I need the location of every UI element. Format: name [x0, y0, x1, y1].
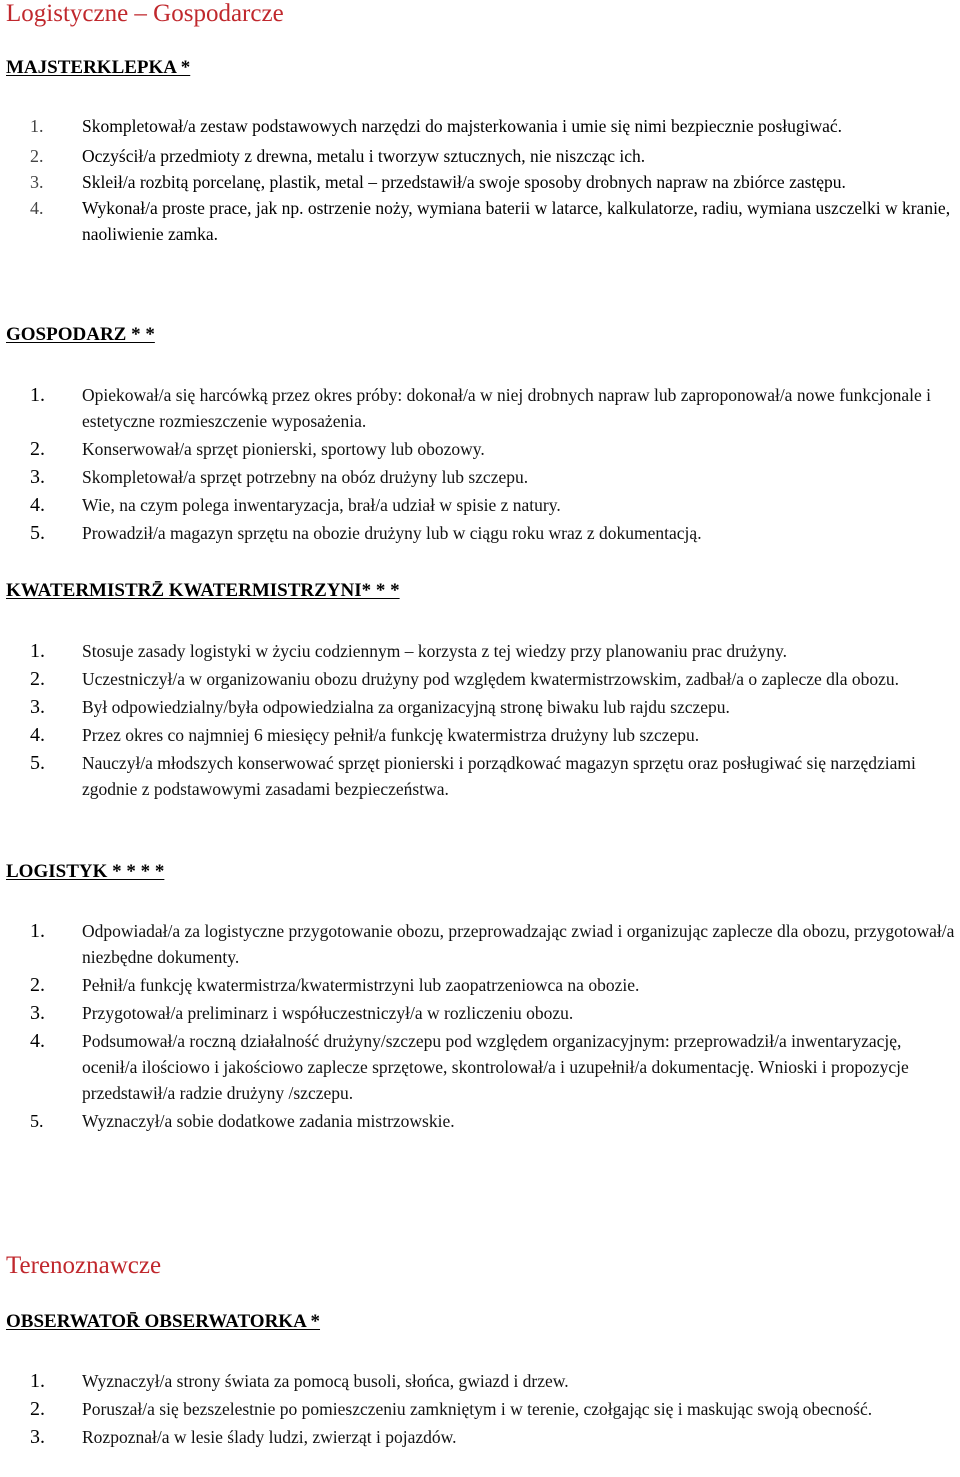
- item-number: 4.: [30, 494, 45, 516]
- item-number: 3.: [30, 466, 45, 488]
- list-item: [0, 1028, 960, 1106]
- list-item: [0, 464, 960, 490]
- list-item: [0, 666, 960, 692]
- requirements-list-logistyk: [0, 918, 960, 1136]
- item-text: Prowadził/a magazyn sprzętu na obozie drużyny lub w ciągu roku wraz z dokumentacją.: [82, 523, 702, 543]
- item-text: Wyznaczył/a strony świata za pomocą busoli, słońca, gwiazd i drzew.: [82, 1371, 569, 1391]
- list-item: [0, 520, 960, 546]
- list-item: [0, 382, 960, 434]
- item-number: 4.: [30, 1030, 45, 1052]
- item-text: Wie, na czym polega inwentaryzacja, brał/a udział w spisie z natury.: [82, 495, 561, 515]
- item-text: Wyznaczył/a sobie dodatkowe zadania mistrzowskie.: [82, 1111, 455, 1131]
- list-item: [0, 169, 960, 195]
- item-number: 5.: [30, 522, 45, 544]
- item-text: Podsumował/a roczną działalność drużyny/szczepu pod względem organizacyjnym: przeprowadził/a inwentaryzację, ocenił/a ilościowo i jakościowo zaplecze sprzętowe, skontrolował/a i uzupełnił/a dokumentację. Wnioski i propozycje przedstawił/a radzie drużyny /szczepu.: [82, 1031, 909, 1103]
- item-number: 1.: [30, 116, 44, 136]
- item-number: 1.: [30, 640, 45, 662]
- list-item: [0, 143, 960, 169]
- item-text: Konserwował/a sprzęt pionierski, sportowy lub obozowy.: [82, 439, 485, 459]
- section-title-obserwator: OBSERWATOR̄ OBSERWATORKA *: [6, 1311, 321, 1332]
- item-text: Przygotował/a preliminarz i współuczestniczył/a w rozliczeniu obozu.: [82, 1003, 574, 1023]
- category-heading-terenoznawcze: Terenoznawcze: [6, 1252, 162, 1279]
- list-item: [0, 750, 960, 802]
- section-title-gospodarz: GOSPODARZ * *: [6, 324, 155, 345]
- list-item: [0, 722, 960, 748]
- item-text: Skompletował/a sprzęt potrzebny na obóz drużyny lub szczepu.: [82, 467, 529, 487]
- item-number: 4.: [30, 724, 45, 746]
- item-text: Skompletował/a zestaw podstawowych narzędzi do majsterkowania i umie się nimi bezpiecznie posługiwać.: [82, 116, 843, 136]
- list-item: [0, 1108, 960, 1134]
- item-text: Rozpoznał/a w lesie ślady ludzi, zwierząt i pojazdów.: [82, 1427, 457, 1447]
- item-number: 2.: [30, 668, 45, 690]
- list-item: [0, 1368, 960, 1394]
- item-number: 2.: [30, 974, 45, 996]
- item-text: Wykonał/a proste prace, jak np. ostrzenie noży, wymiana baterii w latarce, kalkulatorze, radiu, wymiana uszczelki w kranie, naoliwienie zamka.: [82, 198, 951, 244]
- requirements-list-majsterklepka: [0, 113, 960, 248]
- item-number: 3.: [30, 696, 45, 718]
- list-item: [0, 1424, 960, 1450]
- item-text: Przez okres co najmniej 6 miesięcy pełnił/a funkcję kwatermistrza drużyny lub szczepu.: [82, 725, 700, 745]
- item-number: 2.: [30, 1398, 45, 1420]
- item-text: Nauczył/a młodszych konserwować sprzęt pionierski i porządkować magazyn sprzętu oraz posługiwać się narzędziami zgodnie z podstawowymi zasadami bezpieczeństwa.: [82, 753, 916, 799]
- section-title-majsterklepka: MAJSTERKLEPKA *: [6, 57, 191, 78]
- list-item: [0, 436, 960, 462]
- item-number: 2.: [30, 146, 44, 166]
- item-text: Stosuje zasady logistyki w życiu codziennym – korzysta z tej wiedzy przy planowaniu prac drużyny.: [82, 641, 787, 661]
- item-number: 1.: [30, 1370, 45, 1392]
- item-text: Był odpowiedzialny/była odpowiedzialna za organizacyjną stronę biwaku lub rajdu szczepu.: [82, 697, 730, 717]
- list-item: [0, 694, 960, 720]
- list-item: [0, 638, 960, 664]
- list-item: [0, 918, 960, 970]
- item-text: Odpowiadał/a za logistyczne przygotowanie obozu, przeprowadzając zwiad i organizując zaplecze dla obozu, przygotował/a niezbędne dokumenty.: [82, 921, 955, 967]
- item-number: 5.: [30, 752, 45, 774]
- item-text: Oczyścił/a przedmioty z drewna, metalu i tworzyw sztucznych, nie niszcząc ich.: [82, 146, 646, 166]
- requirements-list-kwatermistrz: [0, 638, 960, 804]
- item-number: 1.: [30, 920, 45, 942]
- list-item: [0, 1396, 960, 1422]
- item-number: 3.: [30, 1002, 45, 1024]
- list-item: [0, 972, 960, 998]
- item-number: 3.: [30, 172, 44, 192]
- item-text: Poruszał/a się bezszelestnie po pomieszczeniu zamkniętym i w terenie, czołgając się i maskując swoją obecność.: [82, 1399, 873, 1419]
- list-item: [0, 195, 960, 247]
- list-item: [0, 113, 960, 139]
- item-text: Skleił/a rozbitą porcelanę, plastik, metal – przedstawił/a swoje sposoby drobnych napraw na zbiórce zastępu.: [82, 172, 846, 192]
- requirements-list-gospodarz: [0, 382, 960, 548]
- item-number: 3.: [30, 1426, 45, 1448]
- requirements-list-obserwator: [0, 1368, 960, 1452]
- item-number: 2.: [30, 438, 45, 460]
- item-text: Uczestniczył/a w organizowaniu obozu drużyny pod względem kwatermistrzowskim, zadbał/a o zaplecze dla obozu.: [82, 669, 900, 689]
- item-text: Opiekował/a się harcówką przez okres próby: dokonał/a w niej drobnych napraw lub zaproponował/a nowe funkcjonale i estetyczne rozmieszczenie wyposażenia.: [82, 385, 931, 431]
- section-title-logistyk: LOGISTYK * * * *: [6, 861, 165, 882]
- category-heading-logistyczne: Logistyczne – Gospodarcze: [6, 0, 284, 27]
- item-number: 1.: [30, 384, 45, 406]
- list-item: [0, 1000, 960, 1026]
- item-number: 5.: [30, 1111, 44, 1131]
- item-number: 4.: [30, 198, 44, 218]
- list-item: [0, 492, 960, 518]
- section-title-kwatermistrz: KWATERMISTRZ̄ KWATERMISTRZYNI* * *: [6, 580, 400, 601]
- item-text: Pełnił/a funkcję kwatermistrza/kwatermistrzyni lub zaopatrzeniowca na obozie.: [82, 975, 640, 995]
